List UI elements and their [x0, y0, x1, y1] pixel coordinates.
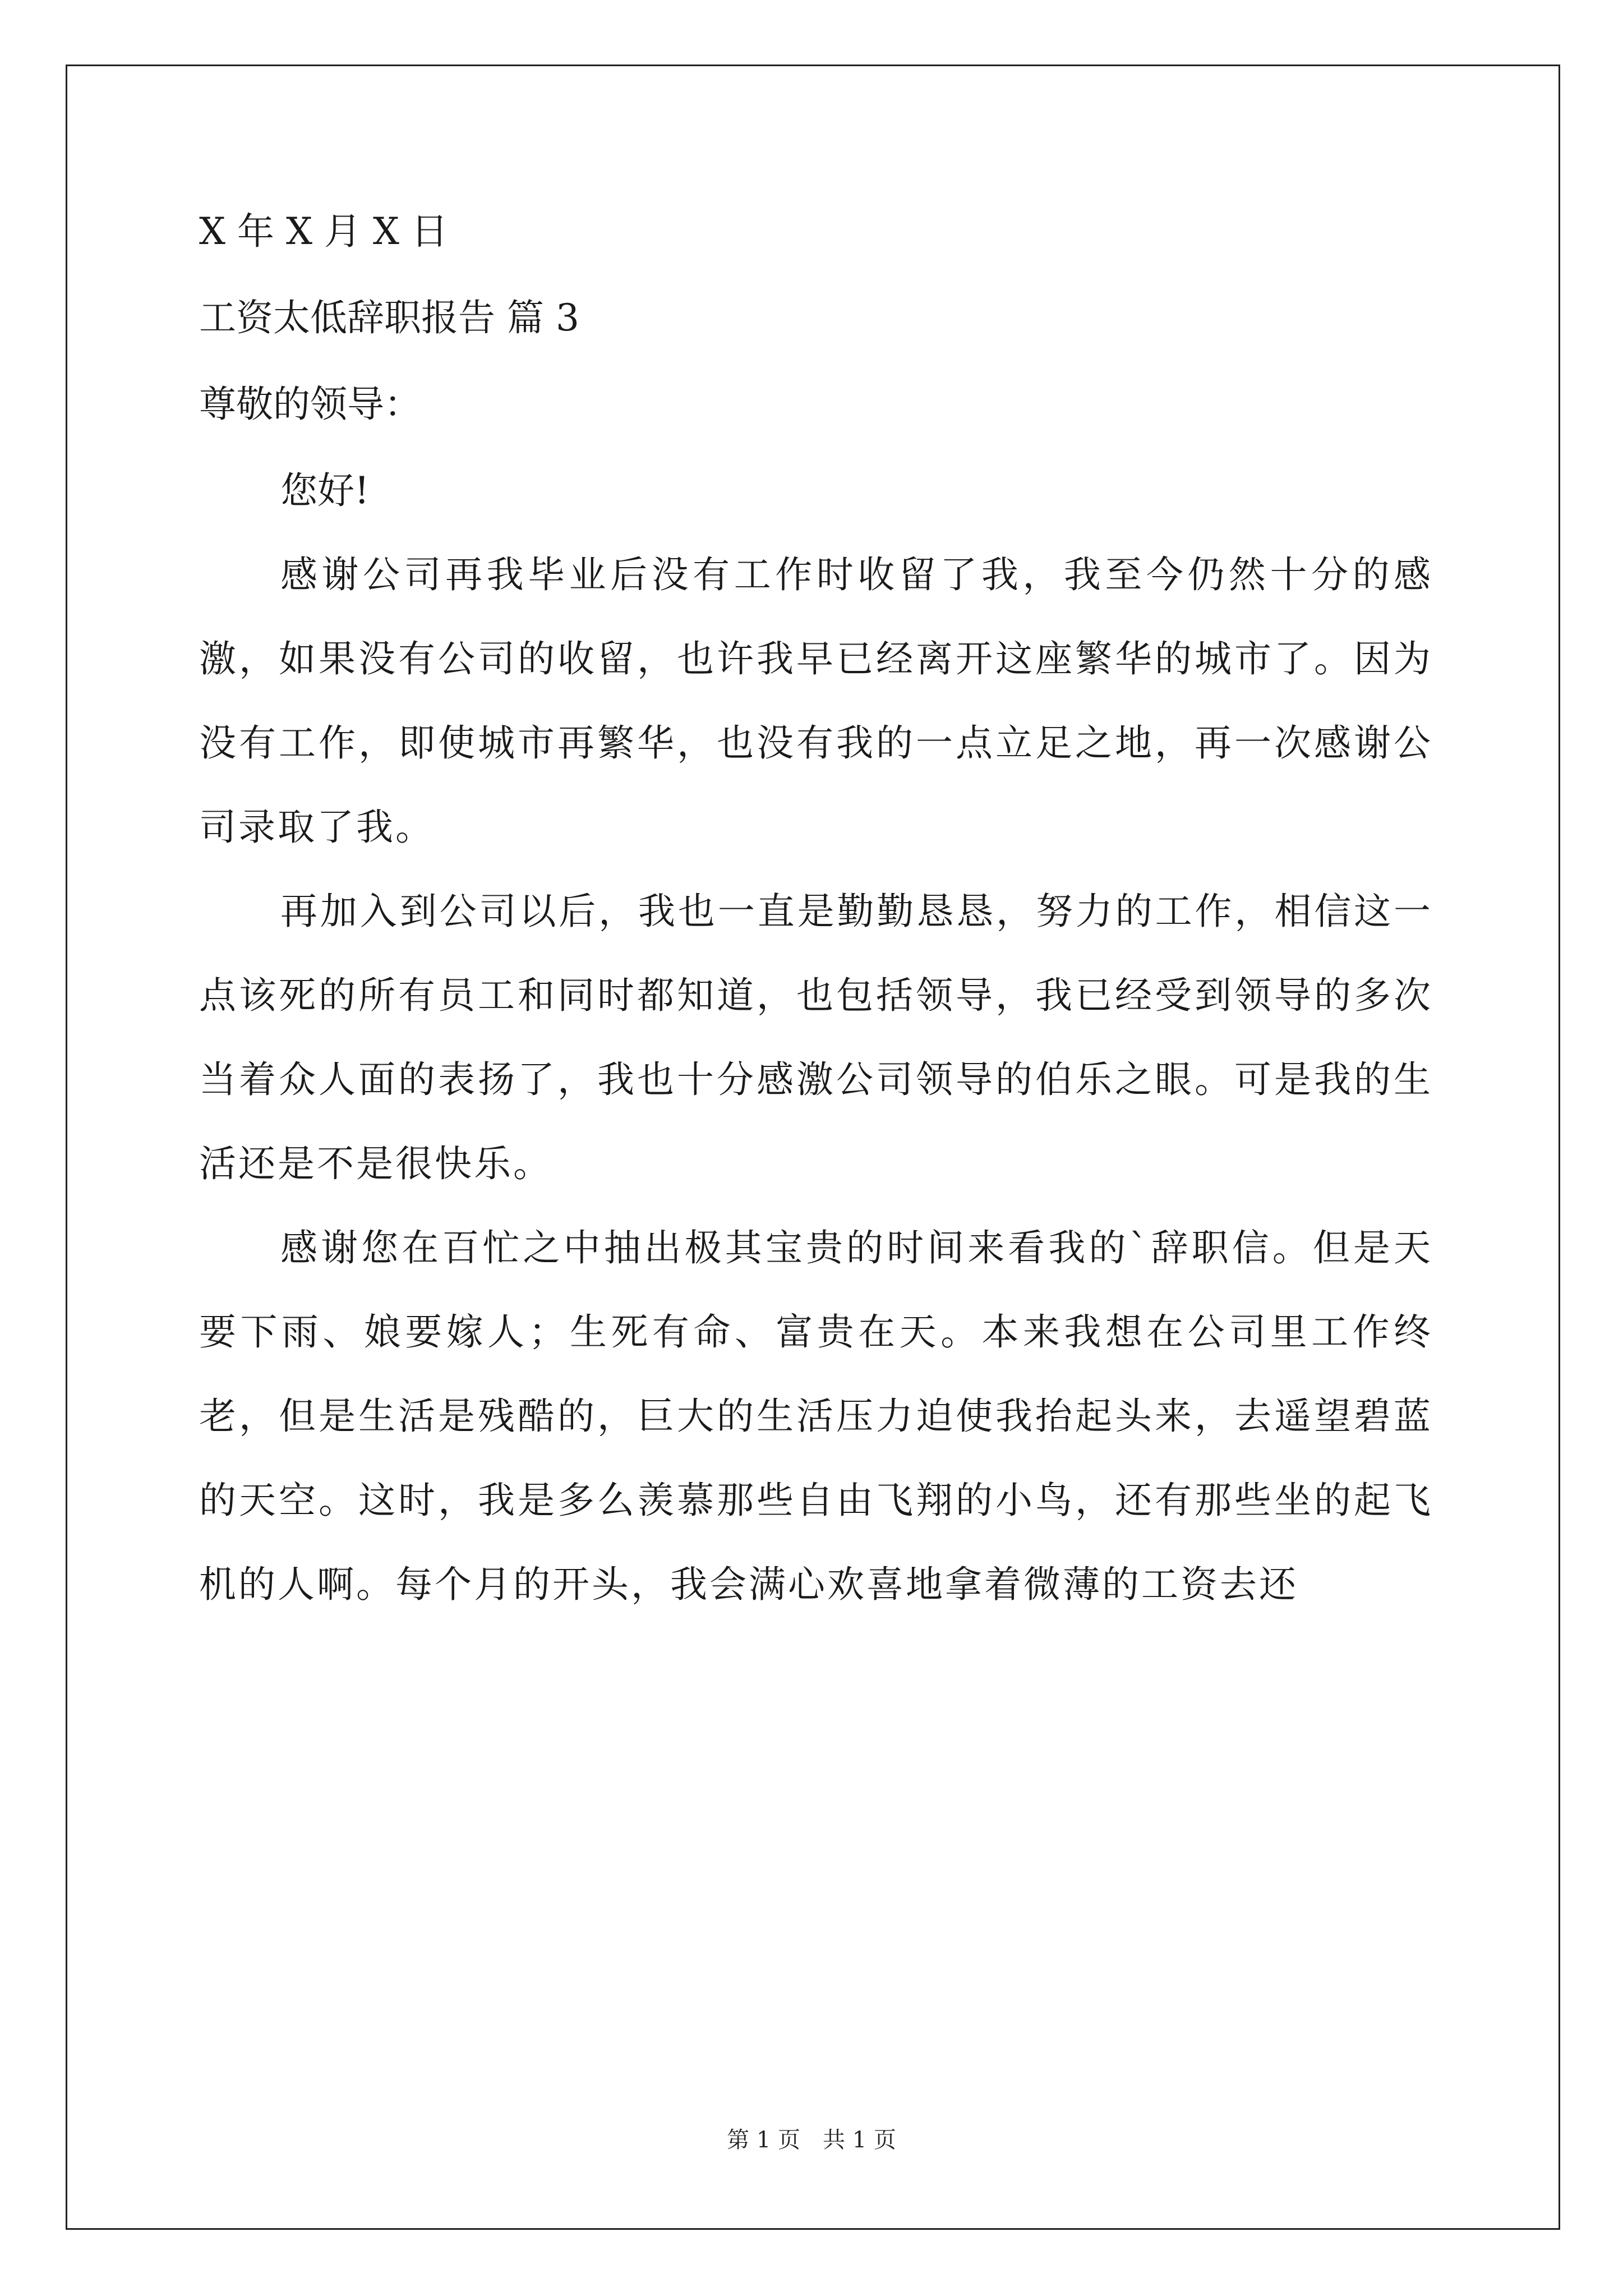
date-line: X 年 X 月 X 日 [199, 210, 448, 253]
greeting: 您好! [280, 469, 370, 512]
document-body [199, 210, 1433, 1627]
page-number: 第 1 页 共 1 页 [727, 2127, 896, 2153]
salutation: 尊敬的领导： [199, 383, 421, 426]
document-title: 工资太低辞职报告 篇 3 [199, 296, 579, 339]
paragraph: 再加入到公司以后，我也一直是勤勤恳恳，努力的工作，相信这一点该死的所有员工和同时都知道，也包括领导，我已经受到领导的多次当着众人面的表扬了，我也十分感激公司领导的伯乐之眼。可是我的生活还是不是很快乐。 [199, 890, 1433, 1185]
paragraph: 感谢您在百忙之中抽出极其宝贵的时间来看我的`辞职信。但是天要下雨、娘要嫁人；生死有命、富贵在天。本来我想在公司里工作终老，但是生活是残酷的，巨大的生活压力迫使我抬起头来，去遥望碧蓝的天空。这时，我是多么羡慕那些自由飞翔的小鸟，还有那些坐的起飞机的人啊。每个月的开头，我会满心欢喜地拿着微薄的工资去还 [199, 1226, 1433, 1606]
paragraph: 感谢公司再我毕业后没有工作时收留了我，我至今仍然十分的感激，如果没有公司的收留，也许我早已经离开这座繁华的城市了。因为没有工作，即使城市再繁华，也没有我的一点立足之地，再一次感谢公司录取了我。 [199, 553, 1433, 849]
